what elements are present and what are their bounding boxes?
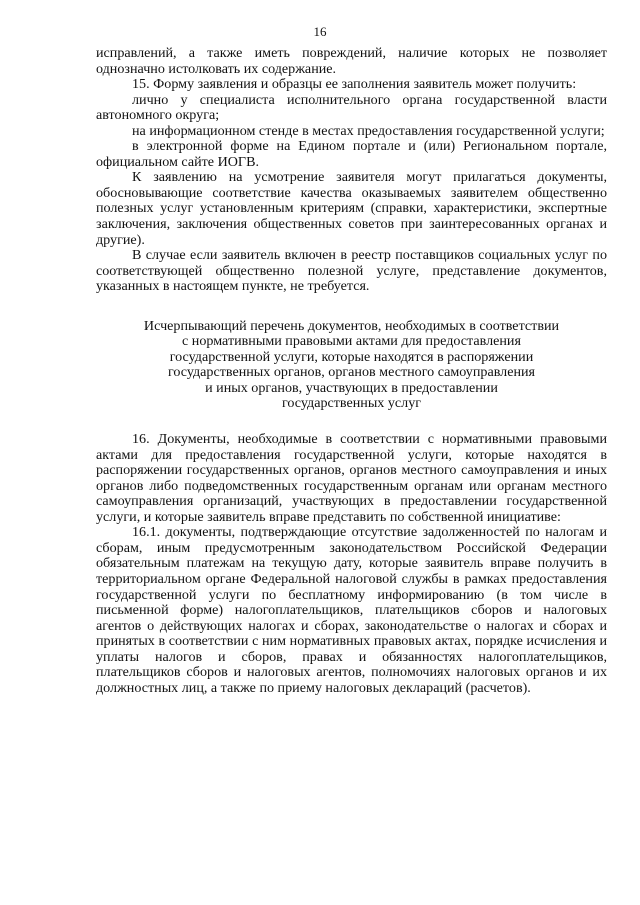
heading-line: государственных органов, органов местного самоуправления xyxy=(167,364,536,381)
paragraph-option-info-stand: на информационном стенде в местах предоставления государственной услуги; xyxy=(132,122,605,139)
heading-line: государственной услуги, которые находятся в распоряжении xyxy=(169,348,534,365)
paragraph-continuation: исправлений, а также иметь повреждений, наличие которых не позволяет однозначно истолковать их содержание. xyxy=(96,45,607,77)
paragraph-attachments: К заявлению на усмотрение заявителя могут прилагаться документы, обосновывающие соответствие качества оказываемых заявителем общественно полезных услуг установленным критериям (справки, характеристики, экспертные заключения, заключения общественных советов при заинтересованных органах и другие). xyxy=(96,169,607,248)
page-content xyxy=(96,46,607,696)
paragraph-item-16-1: 16.1. документы, подтверждающие отсутствие задолженностей по налогам и сборам, иным предусмотренным законодательством Российской Федерации обязательным платежам на текущую дату, которые заявитель вправе получить в территориальном органе Федеральной налоговой службы в рамках предоставления государственной услуги по бесплатному информированию (в том числе в письменной форме) налогоплательщиков, плательщиков сборов и налоговых агентов о действующих налогах и сборах, законодательстве о налогах и сборах и принятых в соответствии с ним нормативных правовых актах, порядке исчисления и уплаты налогов и сборов, правах и обязанностях налогоплательщиков, плательщиков сборов и налоговых агентов, полномочиях налоговых органов и их должностных лиц, а также по приему налоговых деклараций (расчетов). xyxy=(96,524,607,696)
paragraph-option-electronic: в электронной форме на Едином портале и (или) Региональном портале, официальном сайте ИОГВ. xyxy=(96,138,607,170)
heading-line: с нормативными правовыми актами для предоставления xyxy=(182,333,521,350)
page-number: 16 xyxy=(313,24,327,39)
heading-line: государственных услуг xyxy=(281,395,422,412)
heading-line: и иных органов, участвующих в предоставлении xyxy=(205,379,498,396)
paragraph-item-16: 16. Документы, необходимые в соответствии с нормативными правовыми актами для предоставления государственной услуги, которые находятся в распоряжении государственных органов, органов местного самоуправления и иных органов либо подведомственных государственным органам или органам местного самоуправления организаций, участвующих в предоставлении государственной услуги, и которые заявитель вправе представить по собственной инициативе: xyxy=(96,431,607,525)
section-heading xyxy=(96,319,607,412)
paragraph-item-15: 15. Форму заявления и образцы ее заполнения заявитель может получить: xyxy=(132,76,577,93)
paragraph-registry: В случае если заявитель включен в реестр поставщиков социальных услуг по соответствующей общественно полезной услуге, представление документов, указанных в настоящем пункте, не требуется. xyxy=(96,247,607,295)
heading-line: Исчерпывающий перечень документов, необходимых в соответствии xyxy=(143,317,560,334)
paragraph-option-in-person: лично у специалиста исполнительного органа государственной власти автономного округа; xyxy=(96,91,607,124)
